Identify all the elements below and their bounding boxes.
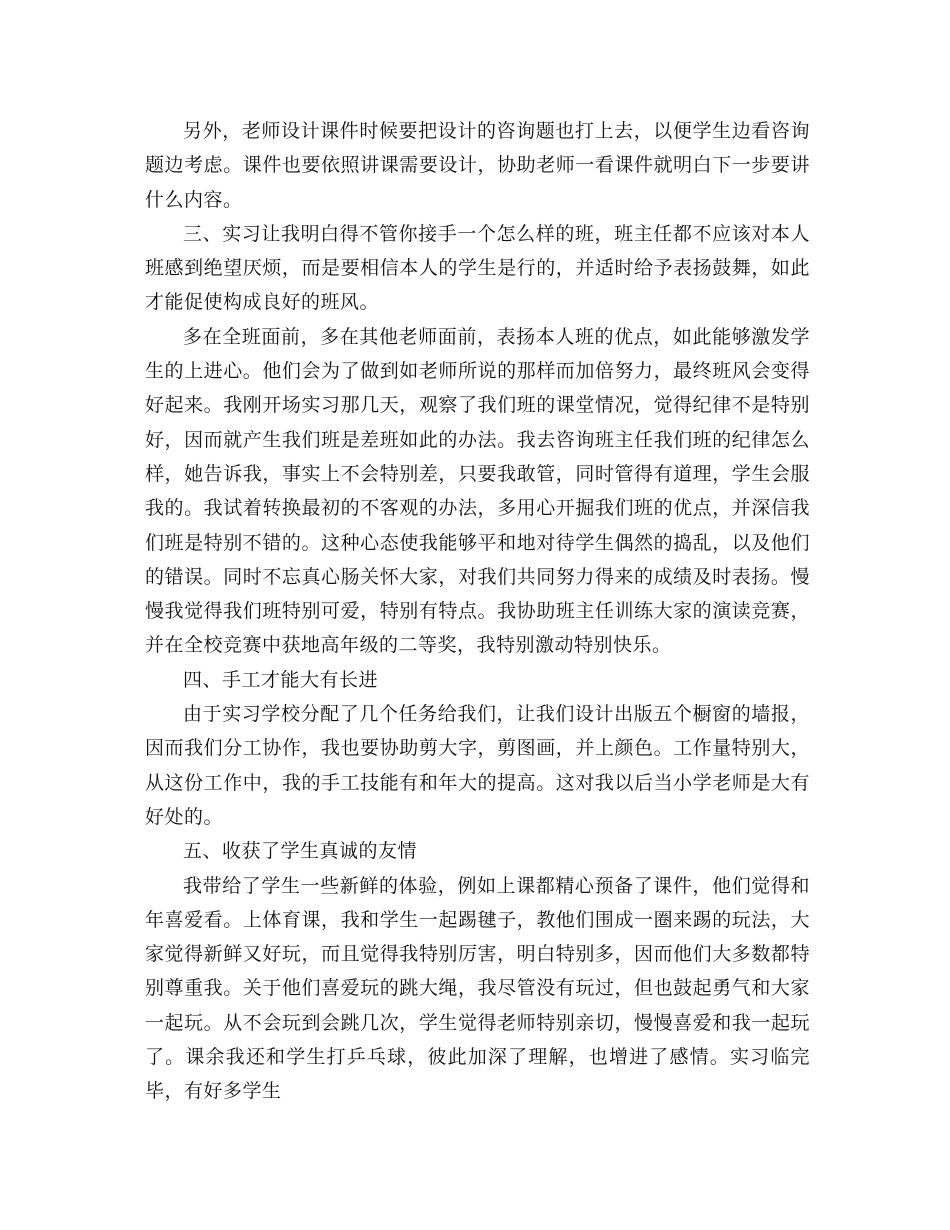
heading-section-four: 四、手工才能大有长进 bbox=[183, 668, 379, 691]
paragraph-class-praise: 多在全班面前，多在其他老师面前，表扬本人班的优点，如此能够激发学生的上进心。他们会为了做到如老师所说的那样而加倍努力，最终班风会变得好起来。我刚开场实习那几天，观察了我们班的课堂情况，觉得纪律不是特别好，因而就产生我们班是差班如此的办法。我去咨询班主任我们班的纪律怎么样，她告诉我，事实上不会特别差，只要我敢管，同时管得有道理，学生会服我的。我试着转换最初的不客观的办法，多用心开掘我们班的优点，并深信我们班是特别不错的。这种心态使我能够平和地对待学生偶然的捣乱，以及他们的错误。同时不忘真心肠关怀大家，对我们共同努力得来的成绩及时表扬。慢慢我觉得我们班特别可爱，特别有特点。我协助班主任训练大家的演读竞赛，并在全校竞赛中获地高年级的二等奖，我特别激动特别快乐。 bbox=[145, 325, 810, 657]
heading-section-five: 五、收获了学生真诚的友情 bbox=[183, 840, 418, 863]
paragraph-courseware: 另外，老师设计课件时候要把设计的咨询题也打上去，以便学生边看咨询题边考虑。课件也要依照讲课需要设计，协助老师一看课件就明白下一步要讲什么内容。 bbox=[145, 120, 810, 211]
paragraph-friendship: 我带给了学生一些新鲜的体验，例如上课都精心预备了课件，他们觉得和年喜爱看。上体育课，我和学生一起踢毽子，教他们围成一圈来踢的玩法，大家觉得新鲜又好玩，而且觉得我特别厉害，明白特别多，因而他们大多数都特别尊重我。关于他们喜爱玩的跳大绳，我尽管没有玩过，但也鼓起勇气和大家一起玩。从不会玩到会跳几次，学生觉得老师特别亲切，慢慢喜爱和我一起玩了。课余我还和学生打乒乓球，彼此加深了理解，也增进了感情。实习临完毕，有好多学生 bbox=[145, 874, 810, 1103]
document-body bbox=[145, 114, 810, 1109]
paragraph-section-three: 三、实习让我明白得不管你接手一个怎么样的班，班主任都不应该对本人班感到绝望厌烦，而是要相信本人的学生是行的，并适时给予表扬鼓舞，如此才能促使构成良好的班风。 bbox=[145, 222, 810, 314]
paragraph-handcraft: 由于实习学校分配了几个任务给我们，让我们设计出版五个橱窗的墙报，因而我们分工协作，我也要协助剪大字，剪图画，并上颜色。工作量特别大，从这份工作中，我的手工技能有和年大的提高。这对我以后当小学老师是大有好处的。 bbox=[145, 703, 810, 828]
